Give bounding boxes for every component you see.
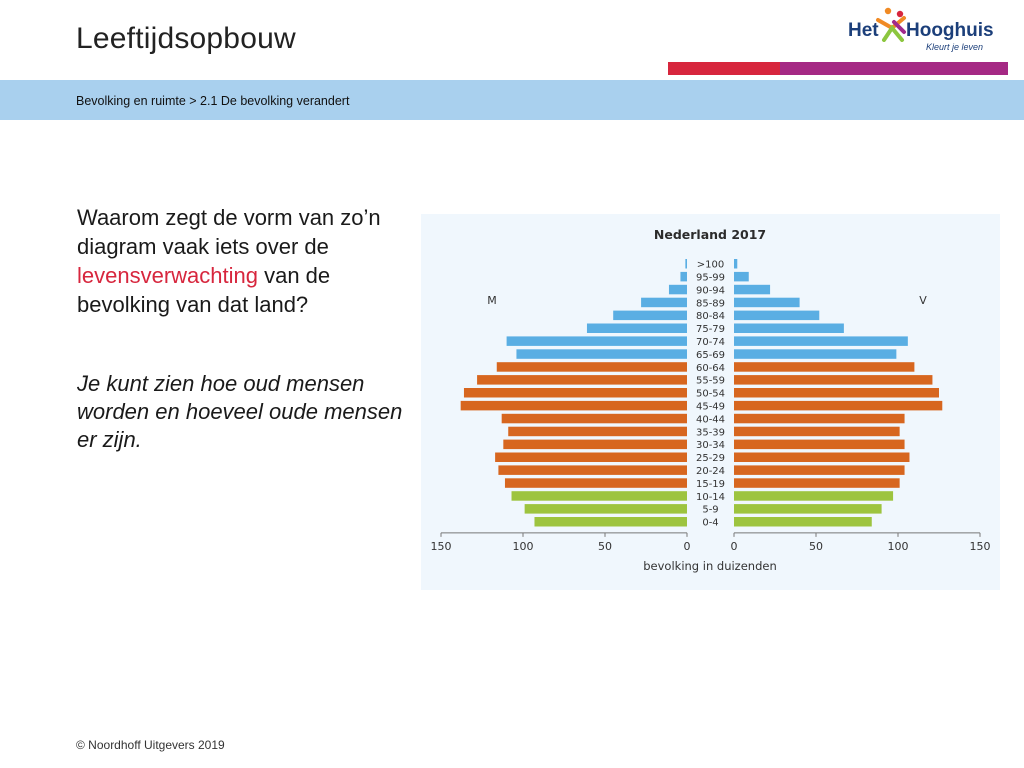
bar-women-5-9 [734,504,882,513]
bar-women-10-14 [734,491,893,501]
logo-figure-icon [874,6,910,42]
bar-men-55-59 [477,375,687,385]
logo-tagline: Kleurt je leven [926,42,984,52]
tick-label-right: 50 [809,539,823,553]
bar-men-10-14 [512,491,687,501]
bar-men-85-89 [641,298,687,308]
question-part-1: Waarom zegt de vorm van zo’n diagram vaak iets over de [77,205,381,259]
bar-women-65-69 [734,349,896,359]
bar-men-50-54 [464,388,687,398]
age-label: 30-34 [695,440,726,452]
x-axis-label: bevolking in duizenden [643,559,777,573]
logo-word-hooghuis: Hooghuis [906,20,994,41]
page-title: Leeftijdsopbouw [76,22,296,55]
bar-women-85-89 [734,298,800,308]
bar-women-25-29 [734,453,909,463]
age-label: 85-89 [695,298,726,310]
tick-label-left: 150 [430,539,452,553]
bar-men-95-99 [680,272,687,282]
age-label: 40-44 [695,414,726,426]
bar-men->100 [685,259,687,269]
age-label: 70-74 [695,337,726,348]
age-label: 80-84 [695,311,726,323]
label-women: V [919,294,927,307]
age-label: 60-64 [695,362,726,374]
logo-word-het: Het [848,20,879,41]
bar-men-15-19 [505,478,687,488]
bar-women-20-24 [734,465,905,475]
tick-label-left: 0 [683,539,691,553]
age-label: 10-14 [695,491,726,503]
axes-group [431,533,991,553]
bar-men-45-49 [461,401,687,411]
breadcrumb-band [0,80,1024,120]
age-label: 75-79 [695,324,726,336]
tick-label-right: 100 [887,539,909,553]
bar-women-35-39 [734,427,900,437]
bar-men-5-9 [525,504,687,513]
chart-title: Nederland 2017 [653,227,767,242]
brand-stripe-purple [780,62,1008,75]
bar-men-0-4 [534,517,687,527]
bar-women-0-4 [734,517,872,527]
bar-men-90-94 [669,285,687,295]
copyright-footer: © Noordhoff Uitgevers 2019 [76,738,225,752]
tick-label-left: 100 [512,539,534,553]
age-label: 65-69 [695,349,726,361]
bar-men-70-74 [507,336,687,346]
pyramid-svg [421,214,1000,590]
bar-men-60-64 [497,362,687,372]
bar-men-35-39 [508,427,687,437]
age-label: 90-94 [695,285,726,297]
bar-women-45-49 [734,401,942,411]
bar-women-40-44 [734,414,905,424]
population-pyramid-chart [421,214,1000,590]
het-hooghuis-logo [846,6,1006,56]
bar-women-30-34 [734,440,905,450]
age-label: 15-19 [695,478,726,490]
tick-label-right: 0 [730,539,738,553]
answer-text: Je kunt zien hoe oud mensen worden en hoeveel oude mensen er zijn. [77,371,403,452]
bar-men-30-34 [503,440,687,450]
bar-women-70-74 [734,336,908,346]
age-label: 0-4 [702,517,719,529]
bar-men-65-69 [516,349,687,359]
bar-women-80-84 [734,311,819,321]
bar-women-50-54 [734,388,939,398]
bar-men-25-29 [495,453,687,463]
age-label: 35-39 [695,427,726,439]
age-label: 20-24 [695,466,726,477]
bar-women-75-79 [734,324,844,334]
question-part-2: van de bevolking van dat land? [77,263,331,317]
breadcrumb: Bevolking en ruimte > 2.1 De bevolking verandert [76,94,350,108]
label-men: M [487,294,497,307]
bar-women-15-19 [734,478,900,488]
bar-women-55-59 [734,375,932,385]
tick-label-left: 50 [598,539,612,553]
age-label: 95-99 [695,272,726,284]
question-text [77,203,417,319]
bar-men-75-79 [587,324,687,334]
age-label: 5-9 [702,504,719,516]
bar-men-40-44 [502,414,687,424]
bar-men-80-84 [613,311,687,321]
question-highlight: levensverwachting [77,263,258,288]
bars-group [461,259,943,529]
tick-label-right: 150 [969,539,991,553]
age-label: 50-54 [695,388,726,400]
age-label: 25-29 [695,453,726,465]
age-label: 55-59 [695,375,726,387]
bar-women-90-94 [734,285,770,295]
bar-women-95-99 [734,272,749,282]
age-label: >100 [696,259,725,271]
age-label: 45-49 [695,401,726,413]
bar-women-60-64 [734,362,914,372]
bar-women->100 [734,259,737,269]
bar-men-20-24 [498,465,687,475]
